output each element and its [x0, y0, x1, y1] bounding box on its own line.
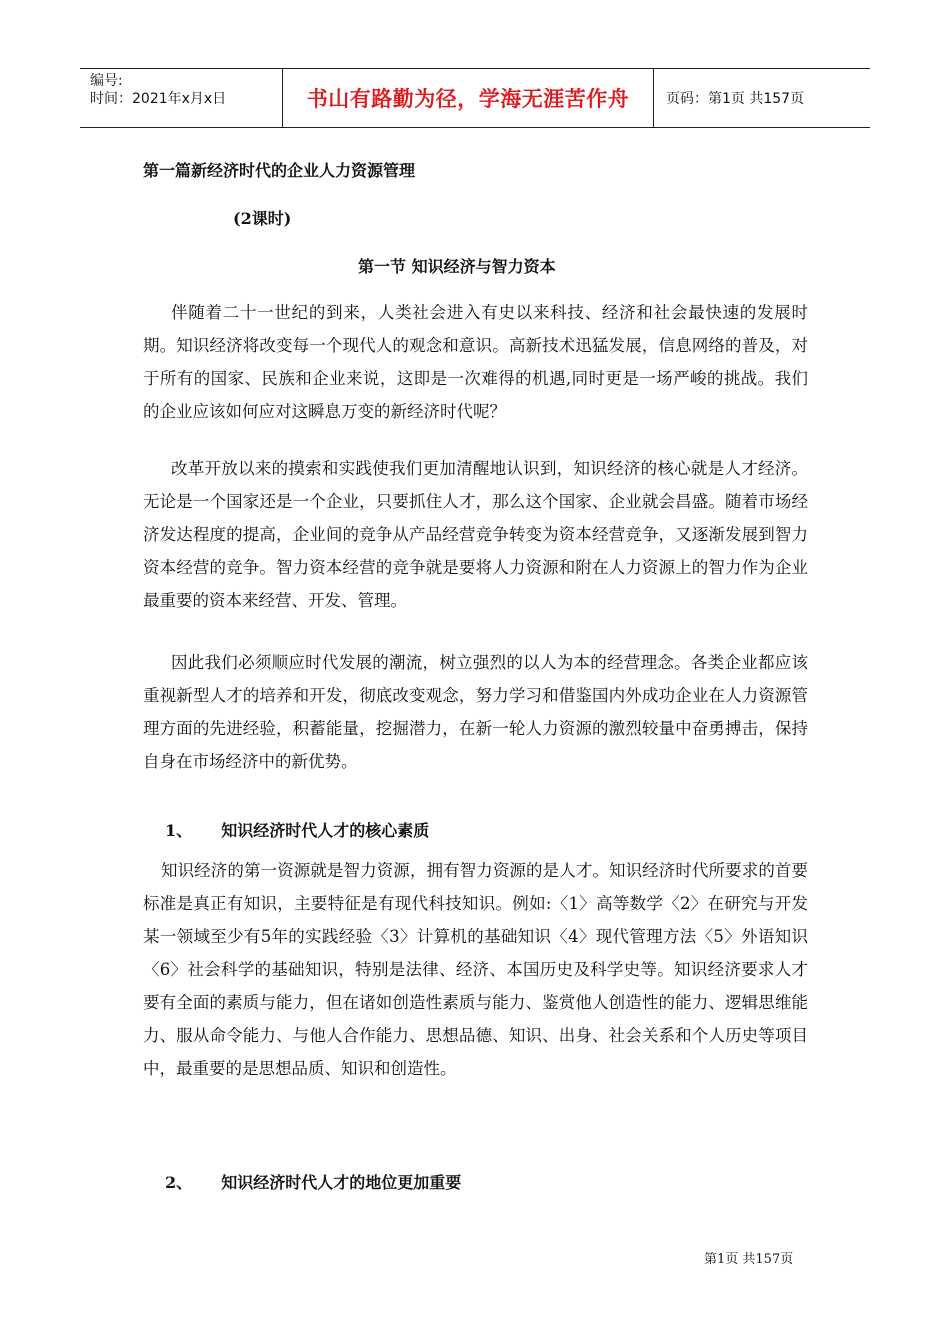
paragraph-2: 改革开放以来的摸索和实践使我们更加清醒地认识到，知识经济的核心就是人才经济。无论是一个国家还是一个企业，只要抓住人才，那么这个国家、企业就会昌盛。随着市场经济发达程度的提高，企业间的竞争从产品经营竞争转变为资本经营竞争，又逐渐发展到智力资本经营的竞争。智力资本经营的竞争就是要将人力资源和附在人力资源上的智力作为企业最重要的资本来经营、开发、管理。 — [143, 459, 808, 610]
header-left-cell — [80, 69, 282, 127]
paragraph-1: 伴随着二十一世纪的到来，人类社会进入有史以来科技、经济和社会最快速的发展时期。知识经济将改变每一个现代人的观念和意识。高新技术迅猛发展，信息网络的普及，对于所有的国家、民族和企业来说，这即是一次难得的机遇,同时更是一场严峻的挑战。我们的企业应该如何应对这瞬息万变的新经济时代呢？ — [143, 303, 808, 421]
heading-1-text: 知识经济时代人才的核心素质 — [221, 821, 430, 840]
heading-2-number: 2、 — [165, 1173, 193, 1192]
header-page-info: 页码：第1页 共157页 — [666, 91, 805, 107]
header-motto: 书山有路勤为径，学海无涯苦作舟 — [282, 69, 654, 127]
number-label: 编号: — [90, 73, 123, 89]
heading-1 — [165, 818, 429, 841]
paragraph-4: 知识经济的第一资源就是智力资源，拥有智力资源的是人才。知识经济时代所要求的首要标准是真正有知识，主要特征是有现代科技知识。例如:〈1〉高等数学〈2〉在研究与开发某一领域至少有5年的实践经验〈3〉计算机的基础知识〈4〉现代管理方法〈5〉外语知识〈6〉社会科学的基础知识，特别是法律、经济、本国历史及科学史等。知识经济要求人才要有全面的素质与能力，但在诸如创造性素质与能力、鉴赏他人创造性的能力、逻辑思维能力、服从命令能力、与他人合作能力、思想品德、知识、出身、社会关系和个人历史等项目中，最重要的是思想品质、知识和创造性。 — [143, 861, 808, 1078]
page-footer: 第1页 共157页 — [704, 1252, 794, 1267]
heading-1-number: 1、 — [165, 821, 193, 840]
page-header — [80, 68, 870, 128]
class-hours: (2课时) — [233, 209, 292, 228]
date-line: 时间：2021年x月x日 — [90, 91, 227, 107]
part-title: 第一篇新经济时代的企业人力资源管理 — [143, 161, 416, 180]
heading-2-text: 知识经济时代人才的地位更加重要 — [221, 1173, 462, 1192]
section-title: 第一节 知识经济与智力资本 — [358, 257, 556, 276]
paragraph-3: 因此我们必须顺应时代发展的潮流，树立强烈的以人为本的经营理念。各类企业都应该重视新型人才的培养和开发，彻底改变观念，努力学习和借鉴国内外成功企业在人力资源管理方面的先进经验，积蓄能量，挖掘潜力，在新一轮人力资源的激烈较量中奋勇搏击，保持自身在市场经济中的新优势。 — [143, 653, 808, 771]
heading-2 — [165, 1170, 461, 1193]
